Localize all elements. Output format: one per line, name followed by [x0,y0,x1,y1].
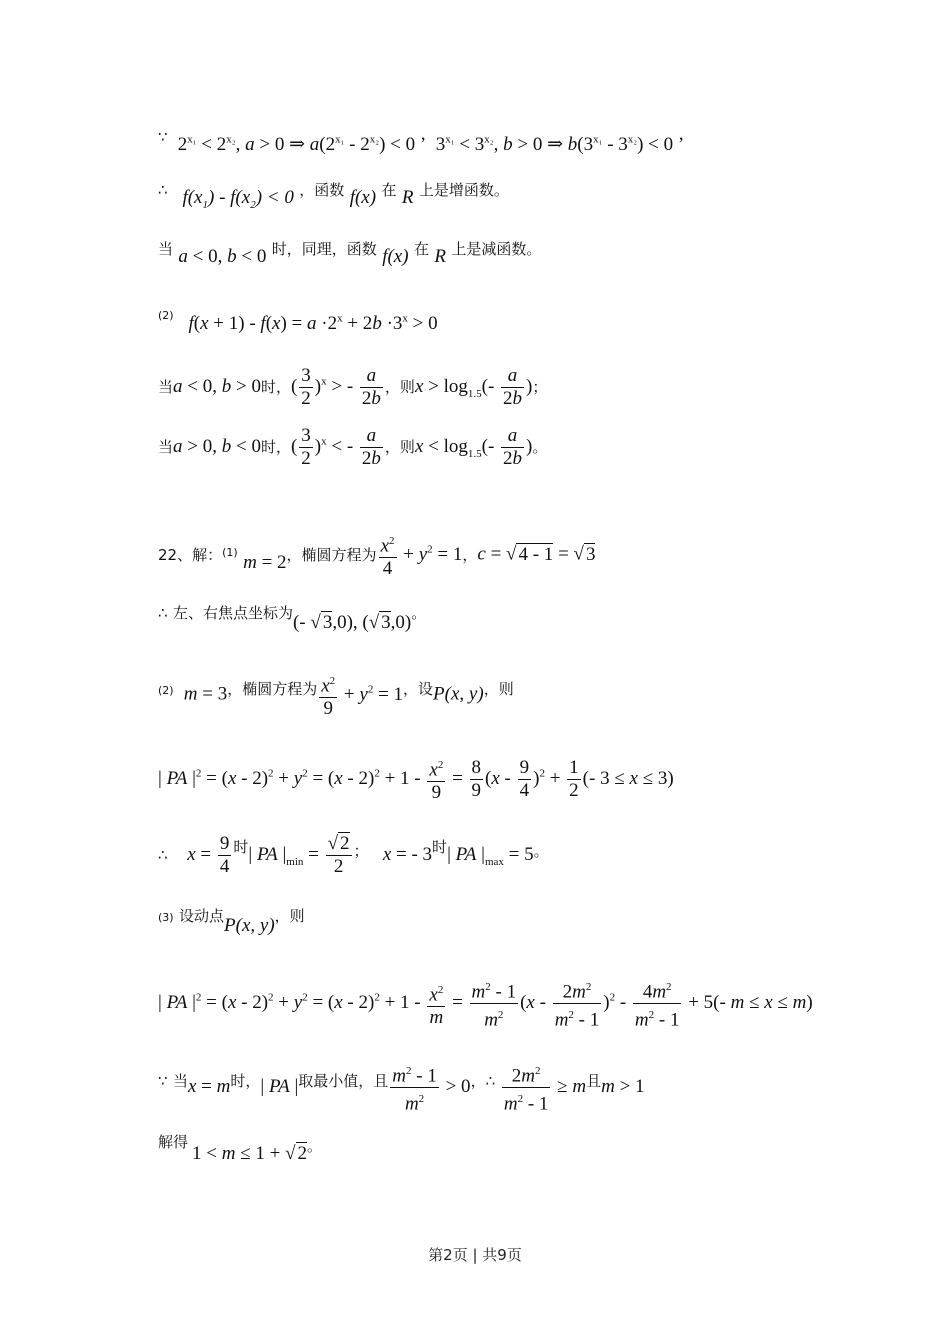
line-5: 当a < 0, b > 0时，( $\frac{3}{2}$ )$^x$ > - $\frac{a}{2b}$ ，则$x > \log_{1.5}(-$ $\frac{a}{2b}$ )； [158,365,548,409]
formula-fx-diff: $f(x_1) - f(x_2) < 0$ [172,187,294,211]
line-8: ∴ 左、右焦点坐标为(- √ 3,0), (√ 3,0)。 [158,604,427,633]
therefore-symbol: ∴ [158,181,168,199]
because-symbol: ∵ [158,128,168,147]
line-13 [158,976,813,1032]
line-6: 当a > 0, b < 0时，( $\frac{3}{2}$ )$^x$ < - $\frac{a}{2b}$ ，则$x < \log_{1.5}(-$ $\frac{a}{2b}$ )。 [158,425,548,469]
formula-pa-squared-general: | PA $|^2 = (x - 2)^2 + y^2 = (x - 2)^2 + 1$ - $\frac{x^2}{m}$ = $\frac{m^2 - 1}{m^2}$ (x - $\frac{2m^2}{m^2 - 1}$ )$^2$ - $\frac{4m^2}{m^2 - 1}$ + 5(- m ≤ x ≤ m) [158,992,813,1013]
line-4: $^{(2)}$ $f(x + 1) - f(x) = a \cdot 2^x + 2b \cdot 3^x > 0$ [158,309,438,335]
line-15: 解得 1 < m ≤ 1 + √ 2。 [158,1133,323,1164]
formula-exp-inequality: $2^{x_1} < 2^{x_2}$, a > 0 ⇒ $a(2^{x_1} - 2^{x_2}) < 0$ ’ $3^{x_1} < 3^{x_2}$, b > 0 ⇒ $b(3^{x_1} - 3^{x_2}) < 0$ ’ [172,134,685,156]
line-7: 22、解：$^{(1)}$ m = 2，椭圆方程为 $\frac{x^2}{4}$ + $y^2 = 1$，c = √ 4 - 1 = √ 3 [158,530,595,580]
line-11: ∴ x = $\frac{9}{4}$ 时| PA $|_{min}$ = $\frac{√ 2}{2}$ ； x = - 3时| PA $|_{max} = 5$。 [158,833,549,877]
line-1 [158,130,684,155]
line-2: ∴ $f(x_1) - f(x_2) < 0$ ，函数 f(x) 在 R 上是增函数。 [158,181,509,211]
formula-pa-squared: | PA $|^2 = (x - 2)^2 + y^2 = (x - 2)^2 + 1$ - $\frac{x^2}{9}$ = $\frac{8}{9}$ (x - $\frac{9}{4}$ )$^2$ + $\frac{1}{2}$ (- 3 ≤ x ≤ 3) [158,768,674,789]
problem-label: 22、解： [158,545,223,564]
line-3: 当 a < 0, b < 0 时，同理，函数 f(x) 在 R 上是减函数。 [158,240,542,267]
line-12: $^{(3)}$ 设动点P(x, y)，则 [158,907,305,936]
formula-fx-step: $f(x + 1) - f(x) = a \cdot 2^x + 2b \cdot 3^x > 0$ [188,313,438,335]
line-9: $^{(2)}$ m = 3，椭圆方程为 $\frac{x^2}{9}$ + $y^2 = 1$，设P(x, y)，则 [158,670,514,720]
line-14: ∵ 当x = m时，| PA |取最小值，且 $\frac{m^2 - 1}{m^2}$ > 0，∴ $\frac{2m^2}{m^2 - 1}$ ≥ m且m > 1 [158,1060,645,1116]
line-10 [158,754,674,804]
page-footer: 第2页 | 共9页 [428,1246,522,1264]
